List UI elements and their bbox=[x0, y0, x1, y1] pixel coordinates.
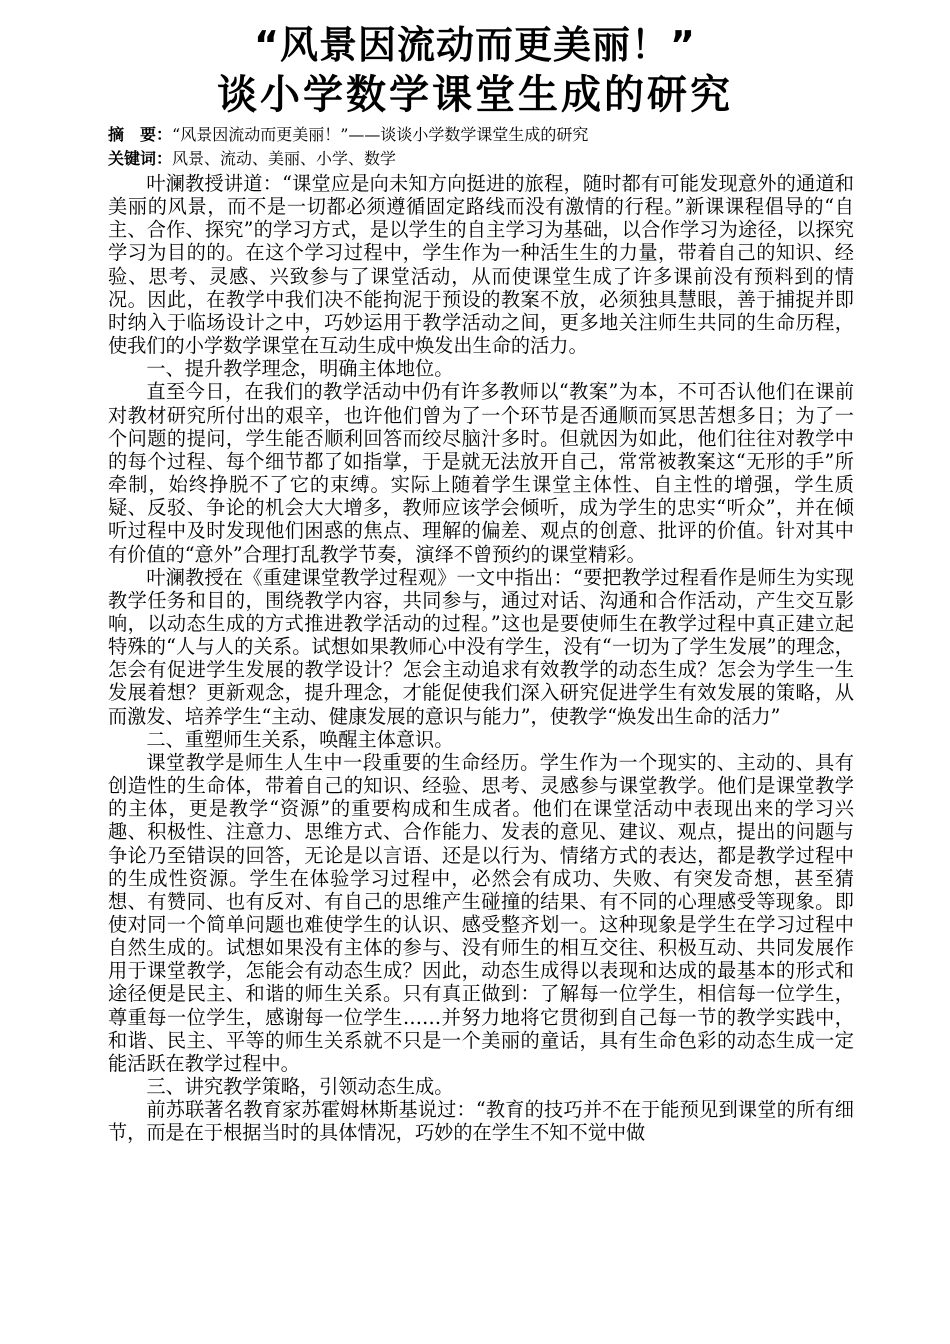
paragraph: 课堂教学是师生人生中一段重要的生命经历。学生作为一个现实的、主动的、具有创造性的生命体，带着自己的知识、经验、思考、灵感参与课堂教学。他们是课堂教学的主体，更是教学“资源”的重要构成和生成者。他们在课堂活动中表现出来的学习兴趣、积极性、注意力、思维方式、合作能力、发表的意见、建议、观点，提出的问题与争论乃至错误的回答，无论是以言语、还是以行为、情绪方式的表达，都是教学过程中的生成性资源。学生在体验学习过程中，必然会有成功、失败、有突发奇想，甚至猜想、有赞同、也有反对、有自己的思维产生碰撞的结果、有不同的心理感受等现象。即使对同一个简单问题也难使学生的认识、感受整齐划一。这种现象是学生在学习过程中自然生成的。试想如果没有主体的参与、没有师生的相互交往、积极互动、共同发展作用于课堂教学，怎能会有动态生成？因此，动态生成得以表现和达成的最基本的形式和途径便是民主、和谐的师生关系。只有真正做到：了解每一位学生，相信每一位学生，尊重每一位学生，感谢每一位学生……并努力地将它贯彻到自己每一节的教学实践中，和谐、民主、平等的师生关系就不只是一个美丽的童话，具有生命色彩的动态生成一定能活跃在教学过程中。 bbox=[108, 750, 854, 1075]
title-line-1: “风景因流动而更美丽！” bbox=[254, 23, 696, 67]
section-heading-1: 一、提升教学理念，明确主体地位。 bbox=[146, 357, 454, 381]
keywords-text: 风景、流动、美丽、小学、数学 bbox=[172, 149, 397, 168]
section-heading-2: 二、重塑师生关系，唤醒主体意识。 bbox=[146, 727, 454, 751]
abstract-label: 摘 要： bbox=[108, 125, 173, 144]
keywords-label: 关键词： bbox=[108, 149, 173, 168]
paragraph: 前苏联著名教育家苏霍姆林斯基说过：“教育的技巧并不在于能预见到课堂的所有细节，而是在于根据当时的具体情况，巧妙的在学生不知不觉中做 bbox=[108, 1098, 854, 1145]
paragraph: 叶澜教授在《重建课堂教学过程观》一文中指出：“要把教学过程看作是师生为实现教学任务和目的，围绕教学内容，共同参与，通过对话、沟通和合作活动，产生交互影响，以动态生成的方式推进教学活动的过程。”这也是要使师生在教学过程中真正建立起特殊的“人与人的关系。试想如果教师心中没有学生，没有“一切为了学生发展”的理念，怎会有促进学生发展的教学设计？怎会主动追求有效教学的动态生成？怎会为学生一生发展着想？更新观念，提升理念，才能促使我们深入研究促进学生有效发展的策略，从而激发、培养学生“主动、健康发展的意识与能力”，使教学“焕发出生命的活力” bbox=[108, 565, 854, 728]
abstract bbox=[108, 124, 853, 146]
abstract-text: “风景因流动而更美丽！”——谈谈小学数学课堂生成的研究 bbox=[172, 125, 589, 144]
paragraph: 直至今日，在我们的教学活动中仍有许多教师以“教案”为本，不可否认他们在课前对教材研究所付出的艰辛，也许他们曾为了一个环节是否通顺而冥思苦想多日；为了一个问题的提问，学生能否顺利回答而绞尽脑汁多时。但就因为如此，他们往往对教学中的每个过程、每个细节都了如指掌，于是就无法放开自己，常常被教案这“无形的手”所牵制，始终挣脱不了它的束缚。实际上随着学生课堂主体性、自主性的增强，学生质疑、反驳、争论的机会大大增多，教师应该学会倾听，成为学生的忠实“听众”，并在倾听过程中及时发现他们困惑的焦点、理解的偏差、观点的创意、批评的价值。针对其中有价值的“意外”合理打乱教学节奏，演绎不曾预约的课堂精彩。 bbox=[108, 380, 854, 566]
body-text bbox=[108, 172, 854, 1145]
title-line-2: 谈小学数学课堂生成的研究 bbox=[217, 72, 733, 118]
section-heading-3: 三、讲究教学策略，引领动态生成。 bbox=[146, 1075, 454, 1099]
keywords bbox=[108, 148, 853, 170]
paragraph-intro: 叶澜教授讲道：“课堂应是向未知方向挺进的旅程，随时都有可能发现意外的通道和美丽的风景，而不是一切都必须遵循固定路线而没有激情的行程。”新课课程倡导的“自主、合作、探究”的学习方式，是以学生的自主学习为基础，以合作学习为途径，以探究学习为目的的。在这个学习过程中，学生作为一种活生生的力量，带着自己的知识、经验、思考、灵感、兴致参与了课堂活动，从而使课堂生成了许多课前没有预料到的情况。因此，在教学中我们决不能拘泥于预设的教案不放，必须独具慧眼，善于捕捉并即时纳入于临场设计之中，巧妙运用于教学活动之间，更多地关注师生共同的生命历程，使我们的小学数学课堂在互动生成中焕发出生命的活力。 bbox=[108, 172, 854, 358]
